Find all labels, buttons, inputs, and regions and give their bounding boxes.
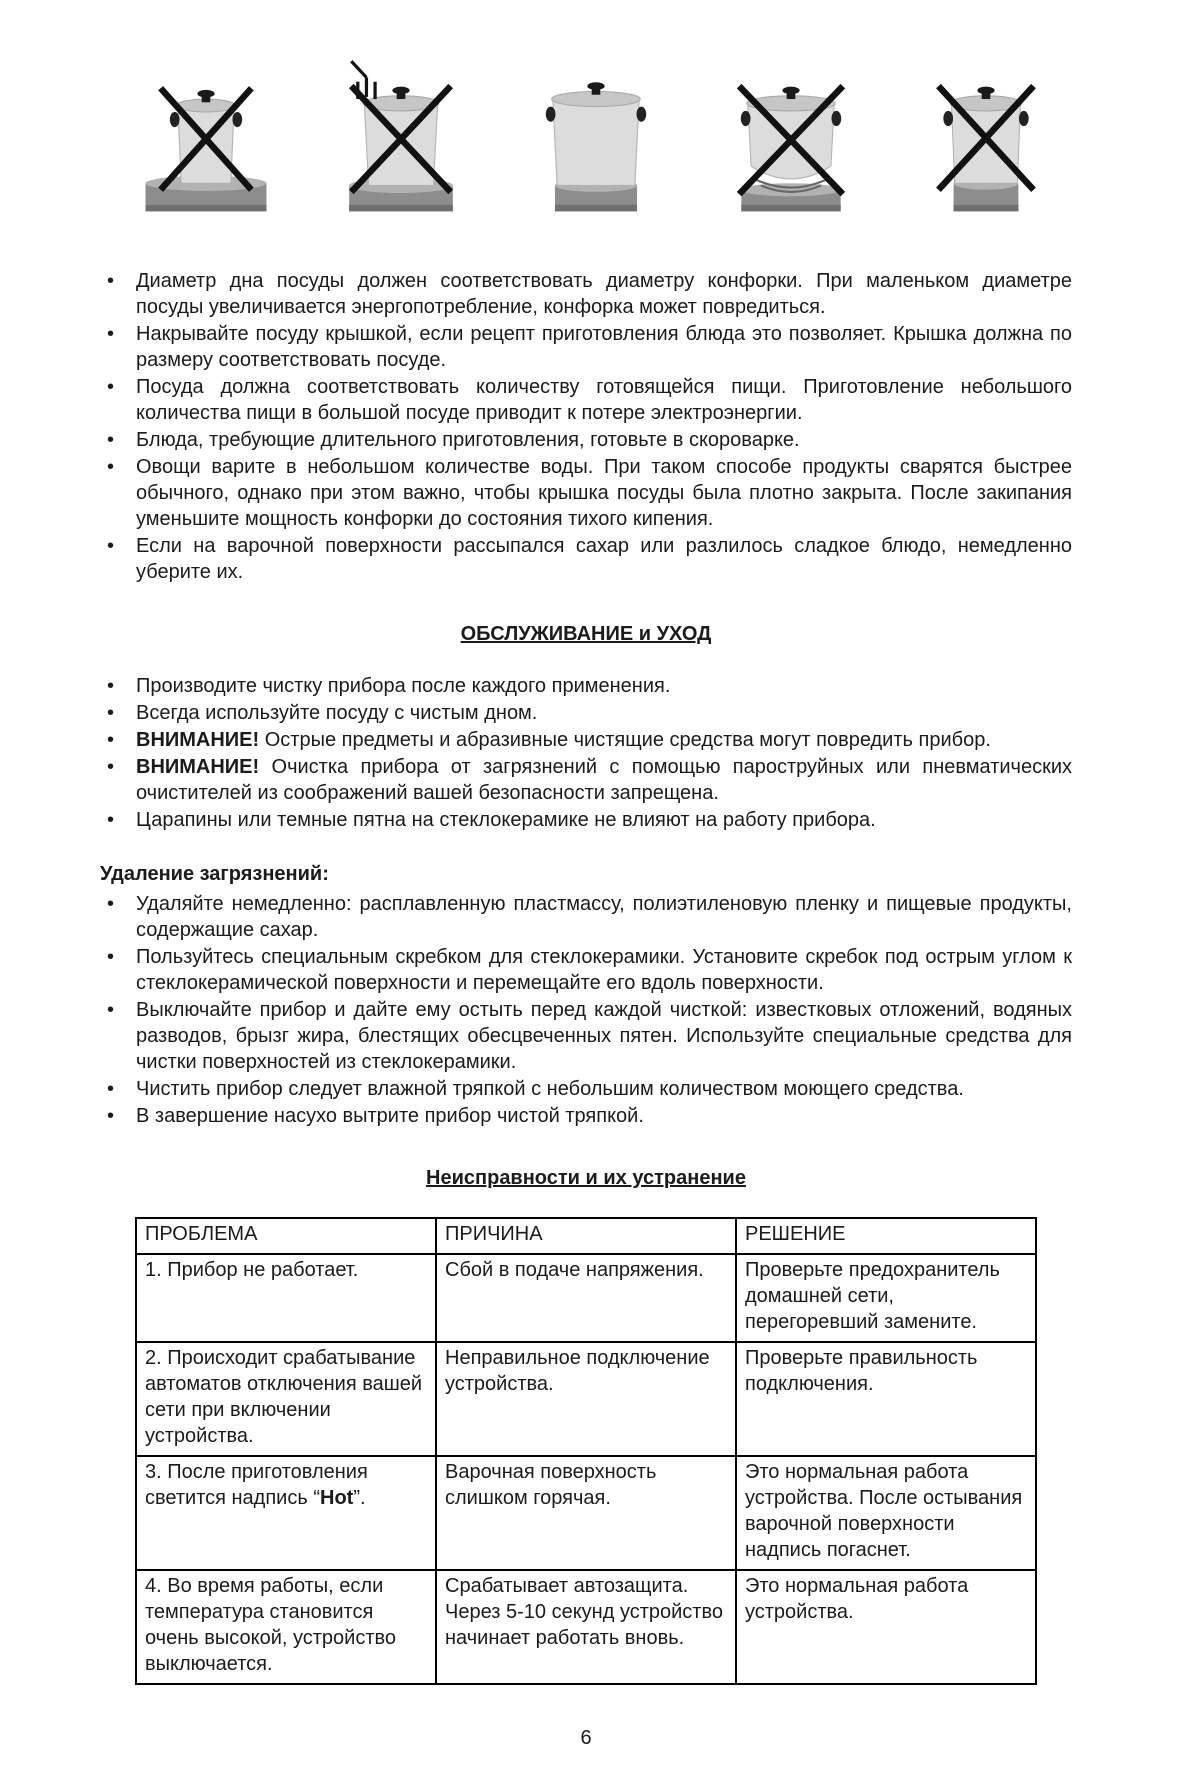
list-item: • В завершение насухо вытрите прибор чистой тряпкой. [100,1103,1072,1129]
table-row [136,1342,1036,1456]
pot-with-fork-on-lid-crossed-icon [325,58,477,220]
solution-cell: Проверьте предохранитель домашней сети, перегоревший замените. [736,1254,1036,1342]
list-item: • Производите чистку прибора после каждого применения. [100,673,1072,699]
solution-cell: Проверьте правильность подключения. [736,1342,1036,1456]
problem-cell: 3. После приготовления светится надпись “Hot”. [136,1456,436,1570]
cause-cell: Срабатывает автозащита. Через 5-10 секунд устройство начинает работать вновь. [436,1570,736,1684]
table-row [136,1570,1036,1684]
list-item: • ВНИМАНИЕ! Очистка прибора от загрязнений с помощью пароструйных или пневматических очистителей из соображений вашей безопасности запрещена. [100,754,1072,806]
column-header-cause: ПРИЧИНА [436,1218,736,1254]
solution-cell: Это нормальная работа устройства. После остывания варочной поверхности надпись погаснет. [736,1456,1036,1570]
list-item: • Блюда, требующие длительного приготовления, готовьте в скороварке. [100,427,1072,453]
pot-round-ribbed-bottom-crossed-icon [715,58,867,220]
problem-cell: 1. Прибор не работает. [136,1254,436,1342]
cookware-tips-list [100,268,1072,585]
list-item: • Выключайте прибор и дайте ему остыть перед каждой чисткой: известковых отложений, водяных разводов, брызг жира, блестящих обесцвеченных пятен. Используйте специальные средства для чистки поверхностей из стеклокерамики. [100,997,1072,1075]
cause-cell: Варочная поверхность слишком горячая. [436,1456,736,1570]
section-title-cleaning: Удаление загрязнений: [100,863,329,885]
cookware-figures-row [130,58,1062,220]
problem-cell: 2. Происходит срабатывание автоматов отключения вашей сети при включении устройства. [136,1342,436,1456]
pot-correct-size-icon [520,58,672,220]
pot-illustration-2 [325,58,477,220]
section-title-maintenance: ОБСЛУЖИВАНИЕ и УХОД [460,623,712,645]
list-item: • Овощи варите в небольшом количестве воды. При таком способе продукты сварятся быстрее обычного, однако при этом важно, чтобы крышка посуды была плотно закрыта. После закипания уменьшите мощность конфорки до состояния тихого кипения. [100,454,1072,532]
list-item: • Накрывайте посуду крышкой, если рецепт приготовления блюда это позволяет. Крышка должна по размеру соответствовать посуде. [100,321,1072,373]
pot-too-small-for-burner-crossed-icon [130,58,282,220]
list-item: • ВНИМАНИЕ! Острые предметы и абразивные чистящие средства могут повредить прибор. [100,727,1072,753]
pot-overhanging-small-burner-crossed-icon [910,58,1062,220]
list-item: • Удаляйте немедленно: расплавленную пластмассу, полиэтиленовую пленку и пищевые продукты, содержащие сахар. [100,891,1072,943]
list-item: • Царапины или темные пятна на стеклокерамике не влияют на работу прибора. [100,807,1072,833]
cause-cell: Сбой в подаче напряжения. [436,1254,736,1342]
list-item: • Пользуйтесь специальным скребком для стеклокерамики. Установите скребок под острым углом к стеклокерамической поверхности и перемещайте его вдоль поверхности. [100,944,1072,996]
pot-illustration-1 [130,58,282,220]
warning-label: ВНИМАНИЕ! [136,756,260,778]
page-number: 6 [580,1727,592,1749]
problem-cell: 4. Во время работы, если температура становится очень высокой, устройство выключается. [136,1570,436,1684]
list-item: • Если на варочной поверхности рассыпался сахар или разлилось сладкое блюдо, немедленно уберите их. [100,533,1072,585]
solution-cell: Это нормальная работа устройства. [736,1570,1036,1684]
list-item: • Диаметр дна посуды должен соответствовать диаметру конфорки. При маленьком диаметре посуды увеличивается энергопотребление, конфорка может повредиться. [100,268,1072,320]
maintenance-list [100,673,1072,833]
warning-label: ВНИМАНИЕ! [136,729,260,751]
pot-illustration-3 [520,58,672,220]
table-row [136,1456,1036,1570]
troubleshooting-table [135,1217,1037,1685]
list-item: • Всегда используйте посуду с чистым дном. [100,700,1072,726]
cleaning-list [100,891,1072,1129]
list-item: • Посуда должна соответствовать количеству готовящейся пищи. Приготовление небольшого количества пищи в большой посуде приводит к потере электроэнергии. [100,374,1072,426]
column-header-problem: ПРОБЛЕМА [136,1218,436,1254]
pot-illustration-4 [715,58,867,220]
table-row [136,1254,1036,1342]
section-title-troubleshooting: Неисправности и их устранение [426,1167,746,1189]
pot-illustration-5 [910,58,1062,220]
cause-cell: Неправильное подключение устройства. [436,1342,736,1456]
list-item: • Чистить прибор следует влажной тряпкой с небольшим количеством моющего средства. [100,1076,1072,1102]
column-header-solution: РЕШЕНИЕ [736,1218,1036,1254]
table-header-row [136,1218,1036,1254]
hot-indicator-label: Hot [320,1487,354,1509]
